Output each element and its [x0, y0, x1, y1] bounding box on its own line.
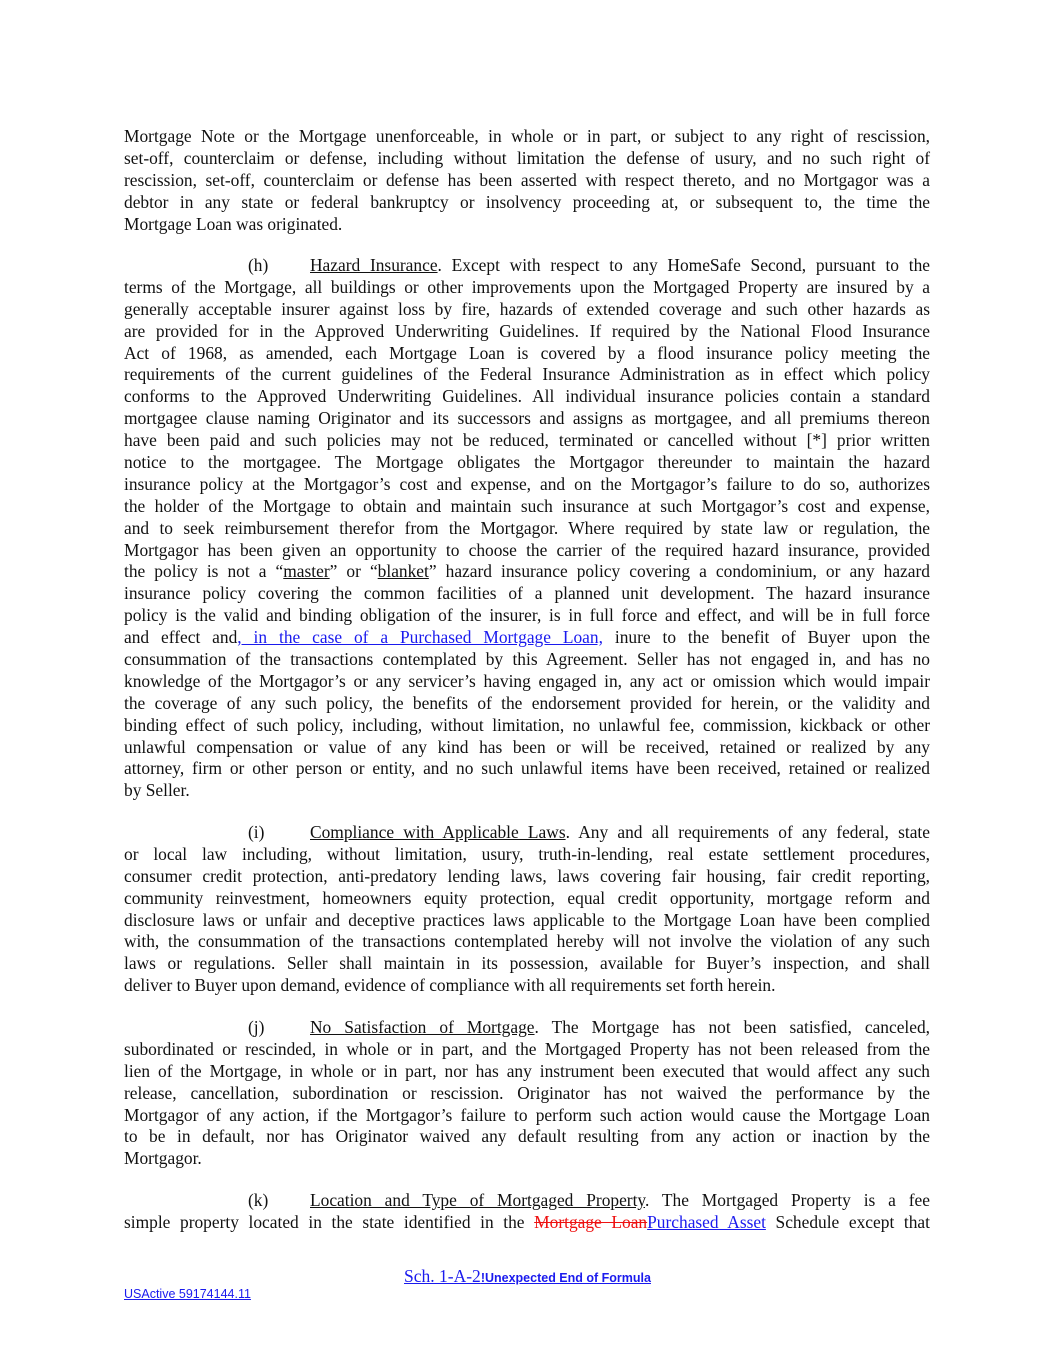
text-line: disclosure laws or unfair and deceptive practices laws applicable to the Mortgage Loan have been complied: [124, 909, 930, 930]
section-j-no-satisfaction: [124, 1017, 930, 1170]
section-heading: No Satisfaction of Mortgage: [310, 1017, 535, 1037]
page-number-label[interactable]: Sch. 1-A-2: [404, 1266, 481, 1286]
text-line: laws or regulations. Seller shall maintain in its possession, available for Buyer’s inspection, and shall: [124, 953, 930, 974]
text-line: policy is the valid and binding obligation of the insurer, is in full force and effect, and will be in full force: [124, 605, 930, 626]
section-k-location: [124, 1190, 930, 1234]
section-h-first-line: [124, 255, 930, 277]
text-line: community reinvestment, homeowners equity protection, equal credit opportunity, mortgage reform and: [124, 887, 930, 908]
text-segment: ” or “: [329, 561, 378, 582]
section-number: (k): [248, 1190, 269, 1210]
text-line: set-off, counterclaim or defense, including without limitation the defense of usury, and no such right of: [124, 147, 930, 168]
text-segment: . Any and all requirements of any federal, state: [565, 822, 930, 842]
text-segment: Schedule except that: [765, 1211, 930, 1232]
text-line: knowledge of the Mortgagor’s or any servicer’s having engaged in, any act or omission which would impair: [124, 670, 930, 691]
section-i-compliance: [124, 822, 930, 997]
text-line: Act of 1968, as amended, each Mortgage Loan is covered by a flood insurance policy meeting the: [124, 342, 930, 363]
text-line: requirements of the current guidelines of the Federal Insurance Administration as in effect which policy: [124, 364, 930, 385]
text-line: Mortgage Loan was originated.: [124, 213, 343, 234]
section-h-hazard-insurance: [124, 255, 930, 802]
tracked-insertion[interactable]: , in the case of a Purchased Mortgage Loan,: [237, 627, 603, 648]
text-line: lien of the Mortgage, in whole or in part, nor has any instrument been executed that would affect any such: [124, 1060, 930, 1081]
section-k-first-line: [124, 1190, 930, 1212]
text-segment: . The Mortgage has not been satisfied, canceled,: [534, 1017, 931, 1037]
text-segment: ” hazard insurance policy covering a condominium, or any hazard: [428, 561, 930, 582]
text-line: by Seller.: [124, 780, 190, 801]
section-number: (h): [248, 255, 269, 275]
section-j-first-line: [124, 1017, 930, 1039]
document-id[interactable]: USActive 59174144.11: [124, 1287, 251, 1301]
page-footer: [0, 1266, 1055, 1287]
section-number: (j): [248, 1017, 265, 1037]
text-segment: . The Mortgaged Property is a fee: [645, 1190, 930, 1210]
text-segment: inure to the benefit of Buyer upon the: [602, 627, 930, 648]
section-number: (i): [248, 822, 265, 842]
text-line: release, cancellation, subordination or rescission. Originator has not waived the performance by the: [124, 1082, 930, 1103]
text-line: deliver to Buyer upon demand, evidence of compliance with all requirements set forth herein.: [124, 975, 776, 996]
defined-term-blanket: blanket: [377, 561, 429, 582]
text-line: consummation of the transactions contemplated by this Agreement. Seller has not engaged in, and has no: [124, 649, 930, 670]
text-line: insurance policy covering the common facilities of a planned unit development. The hazard insurance: [124, 583, 930, 604]
master-blanket-line: [124, 561, 930, 583]
defined-term-master: master: [283, 561, 330, 582]
text-line: subordinated or rescinded, in whole or in part, and the Mortgaged Property has not been released from the: [124, 1038, 930, 1059]
text-line: Mortgagor of any action, if the Mortgagor’s failure to perform such action would cause the Mortgage Loan: [124, 1104, 930, 1125]
text-line: or local law including, without limitation, usury, truth-in-lending, real estate settlement procedures,: [124, 843, 930, 864]
text-line: are provided for in the Approved Underwriting Guidelines. If required by the National Flood Insurance: [124, 320, 930, 341]
text-line: and to seek reimbursement therefor from the Mortgagor. Where required by state law or regulation, the: [124, 517, 930, 538]
text-line: binding effect of such policy, including, without limitation, no unlawful fee, commission, kickback or other: [124, 714, 930, 735]
tracked-change-line: [124, 1212, 930, 1234]
text-line: have been paid and such policies may not be reduced, terminated or cancelled without [*] prior written: [124, 430, 930, 451]
text-line: Mortgagor.: [124, 1148, 202, 1169]
section-i-first-line: [124, 822, 930, 844]
text-line: conforms to the Approved Underwriting Guidelines. All individual insurance policies contain a standard: [124, 386, 930, 407]
text-segment: and effect and: [124, 627, 238, 648]
text-line: insurance policy at the Mortgagor’s cost and expense, and on the Mortgagor’s failure to do so, authorizes: [124, 473, 930, 494]
text-line: Mortgage Note or the Mortgage unenforceable, in whole or in part, or subject to any right of rescission,: [124, 126, 930, 146]
text-line: to be in default, nor has Originator waived any default resulting from any action or inaction by the: [124, 1126, 930, 1147]
section-heading: Hazard Insurance: [310, 255, 438, 275]
inserted-text-line: [124, 627, 930, 649]
text-line: generally acceptable insurer against loss by fire, hazards of extended coverage and such other hazards as: [124, 298, 930, 319]
text-line: with, the consummation of the transactions contemplated hereby will not involve the violation of any such: [124, 931, 930, 952]
text-line: rescission, set-off, counterclaim or defense has been asserted with respect thereto, and no Mortgagor was a: [124, 169, 930, 190]
text-line: Mortgagor has been given an opportunity to choose the carrier of the required hazard insurance, provided: [124, 539, 930, 560]
section-heading: Compliance with Applicable Laws: [310, 822, 566, 842]
section-heading: Location and Type of Mortgaged Property: [310, 1190, 645, 1210]
continuation-paragraph: [124, 126, 930, 235]
text-line: the holder of the Mortgage to obtain and maintain such insurance at such Mortgagor’s cost and expense,: [124, 495, 930, 516]
text-segment: the policy is not a “: [124, 561, 284, 582]
text-line: debtor in any state or federal bankruptcy or insolvency proceeding at, or subsequent to, the time the: [124, 191, 930, 212]
tracked-deletion[interactable]: Mortgage Loan: [534, 1211, 648, 1232]
text-line: notice to the mortgagee. The Mortgage obligates the Mortgagor thereunder to maintain the hazard: [124, 452, 930, 473]
text-line: the coverage of any such policy, the benefits of the endorsement provided for herein, or the validity and: [124, 692, 930, 713]
text-segment: . Except with respect to any HomeSafe Second, pursuant to the: [437, 255, 930, 275]
field-error-text[interactable]: !Unexpected End of Formula: [480, 1271, 651, 1285]
text-line: attorney, firm or other person or entity, and no such unlawful items have been received, retained or realized: [124, 758, 930, 779]
text-segment: simple property located in the state identified in the: [124, 1211, 535, 1232]
text-line: mortgagee clause naming Originator and its successors and assigns as mortgagee, and all premiums thereon: [124, 408, 930, 429]
tracked-insertion[interactable]: Purchased Asset: [647, 1211, 766, 1232]
text-line: terms of the Mortgage, all buildings or other improvements upon the Mortgaged Property are insured by a: [124, 276, 930, 297]
text-line: unlawful compensation or value of any kind has been or will be received, retained or realized by any: [124, 736, 930, 757]
text-line: consumer credit protection, anti-predatory lending laws, laws covering fair housing, fair credit reporting,: [124, 865, 930, 886]
